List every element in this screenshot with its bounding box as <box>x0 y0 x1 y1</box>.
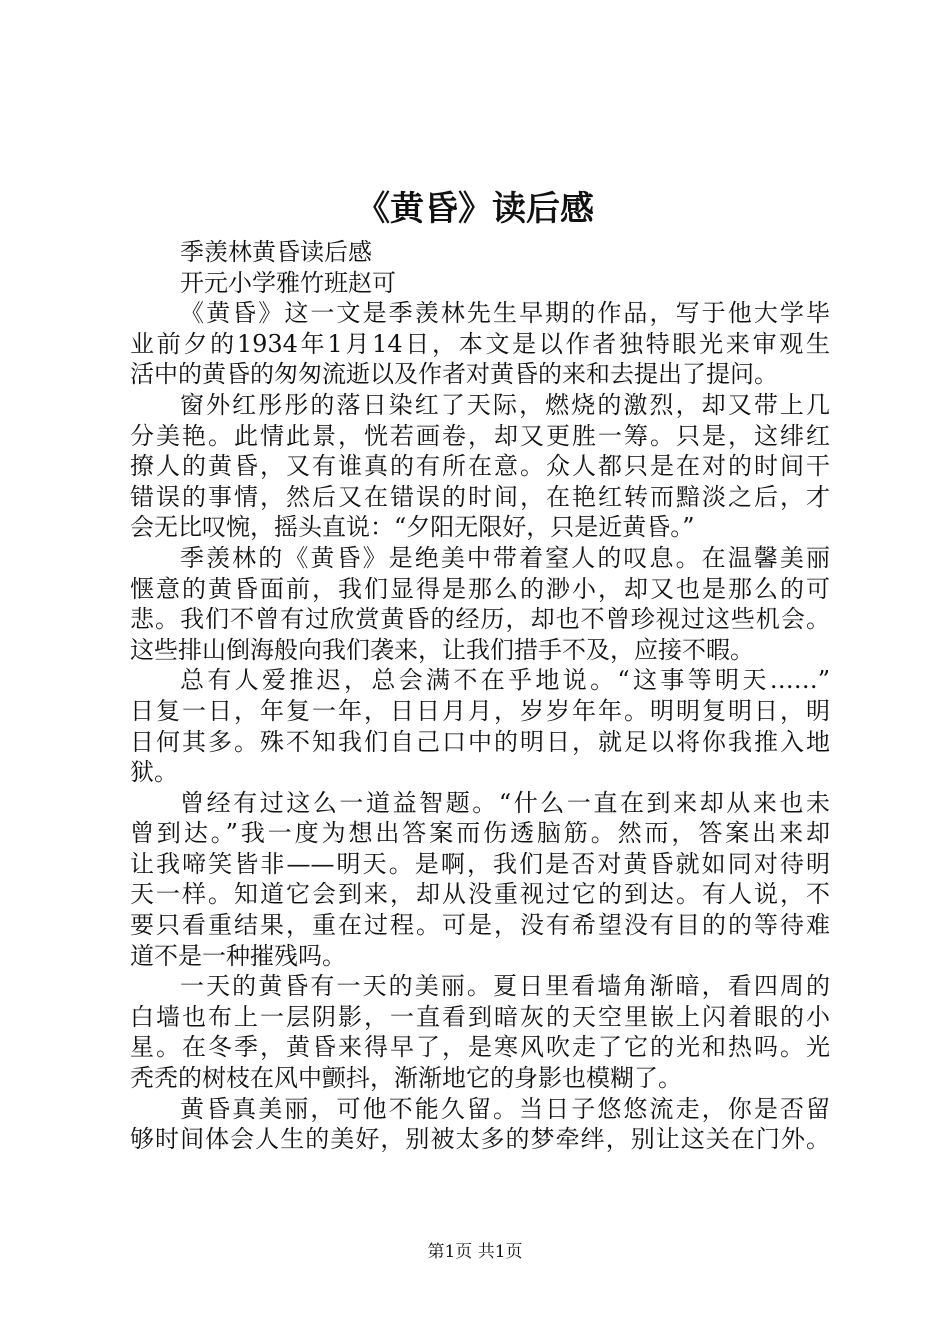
body-line: 窗外红彤彤的落日染红了天际，燃烧的激烈，却又带上几 <box>180 390 830 419</box>
document-body <box>130 237 830 1155</box>
body-line: 要只看重结果，重在过程。可是，没有希望没有目的的等待难 <box>130 911 830 940</box>
body-line: 够时间体会人生的美好，别被太多的梦牵绊，别让这关在门外。 <box>130 1125 830 1154</box>
body-line: 错误的事情，然后又在错误的时间，在艳红转而黯淡之后，才 <box>130 482 830 511</box>
body-line: 撩人的黄昏，又有谁真的有所在意。众人都只是在对的时间干 <box>130 452 830 481</box>
body-line: 分美艳。此情此景，恍若画卷，却又更胜一筹。只是，这绯红 <box>130 421 830 450</box>
body-line: 白墙也布上一层阴影，一直看到暗灰的天空里嵌上闪着眼的小 <box>130 1002 830 1031</box>
body-line: 《黄昏》这一文是季羡林先生早期的作品，写于他大学毕 <box>180 299 830 328</box>
body-line: 日何其多。殊不知我们自己口中的明日，就足以将你我推入地 <box>130 727 830 756</box>
body-line: 秃秃的树枝在风中颤抖，渐渐地它的身影也模糊了。 <box>130 1064 682 1093</box>
body-line: 悲。我们不曾有过欣赏黄昏的经历，却也不曾珍视过这些机会。 <box>130 605 830 634</box>
body-line: 狱。 <box>130 758 178 787</box>
body-line: 开元小学雅竹班赵可 <box>180 268 396 297</box>
body-line: 业前夕的1934年1月14日，本文是以作者独特眼光来审观生 <box>130 329 830 358</box>
body-line: 惬意的黄昏面前，我们显得是那么的渺小，却又也是那么的可 <box>130 574 830 603</box>
body-line: 季羡林黄昏读后感 <box>180 238 372 266</box>
body-line: 星。在冬季，黄昏来得早了，是寒风吹走了它的光和热吗。光 <box>130 1033 830 1062</box>
page-footer: 第1页 共1页 <box>427 1242 523 1262</box>
body-line: 日复一日，年复一年，日日月月，岁岁年年。明明复明日，明 <box>130 696 830 725</box>
body-line: 这些排山倒海般向我们袭来，让我们措手不及，应接不暇。 <box>130 635 754 664</box>
body-line: 道不是一种摧残吗。 <box>130 941 346 970</box>
body-line: 曾到达。”我一度为想出答案而伤透脑筋。然而，答案出来却 <box>130 819 830 848</box>
body-line: 活中的黄昏的匆匆流逝以及作者对黄昏的来和去提出了提问。 <box>130 360 778 389</box>
document-title: 《黄昏》读后感 <box>356 189 594 229</box>
body-line: 总有人爱推迟，总会满不在乎地说。“这事等明天……” <box>180 666 830 695</box>
body-line: 让我啼笑皆非——明天。是啊，我们是否对黄昏就如同对待明 <box>130 849 830 878</box>
body-line: 季羡林的《黄昏》是绝美中带着窒人的叹息。在温馨美丽 <box>180 543 830 572</box>
body-line: 天一样。知道它会到来，却从没重视过它的到达。有人说，不 <box>130 880 830 909</box>
body-line: 黄昏真美丽，可他不能久留。当日子悠悠流走，你是否留 <box>180 1094 830 1123</box>
body-line: 一天的黄昏有一天的美丽。夏日里看墙角渐暗，看四周的 <box>180 972 830 1001</box>
body-line: 会无比叹惋，摇头直说：“夕阳无限好，只是近黄昏。” <box>130 513 695 542</box>
body-line: 曾经有过这么一道益智题。“什么一直在到来却从来也未 <box>180 788 830 817</box>
